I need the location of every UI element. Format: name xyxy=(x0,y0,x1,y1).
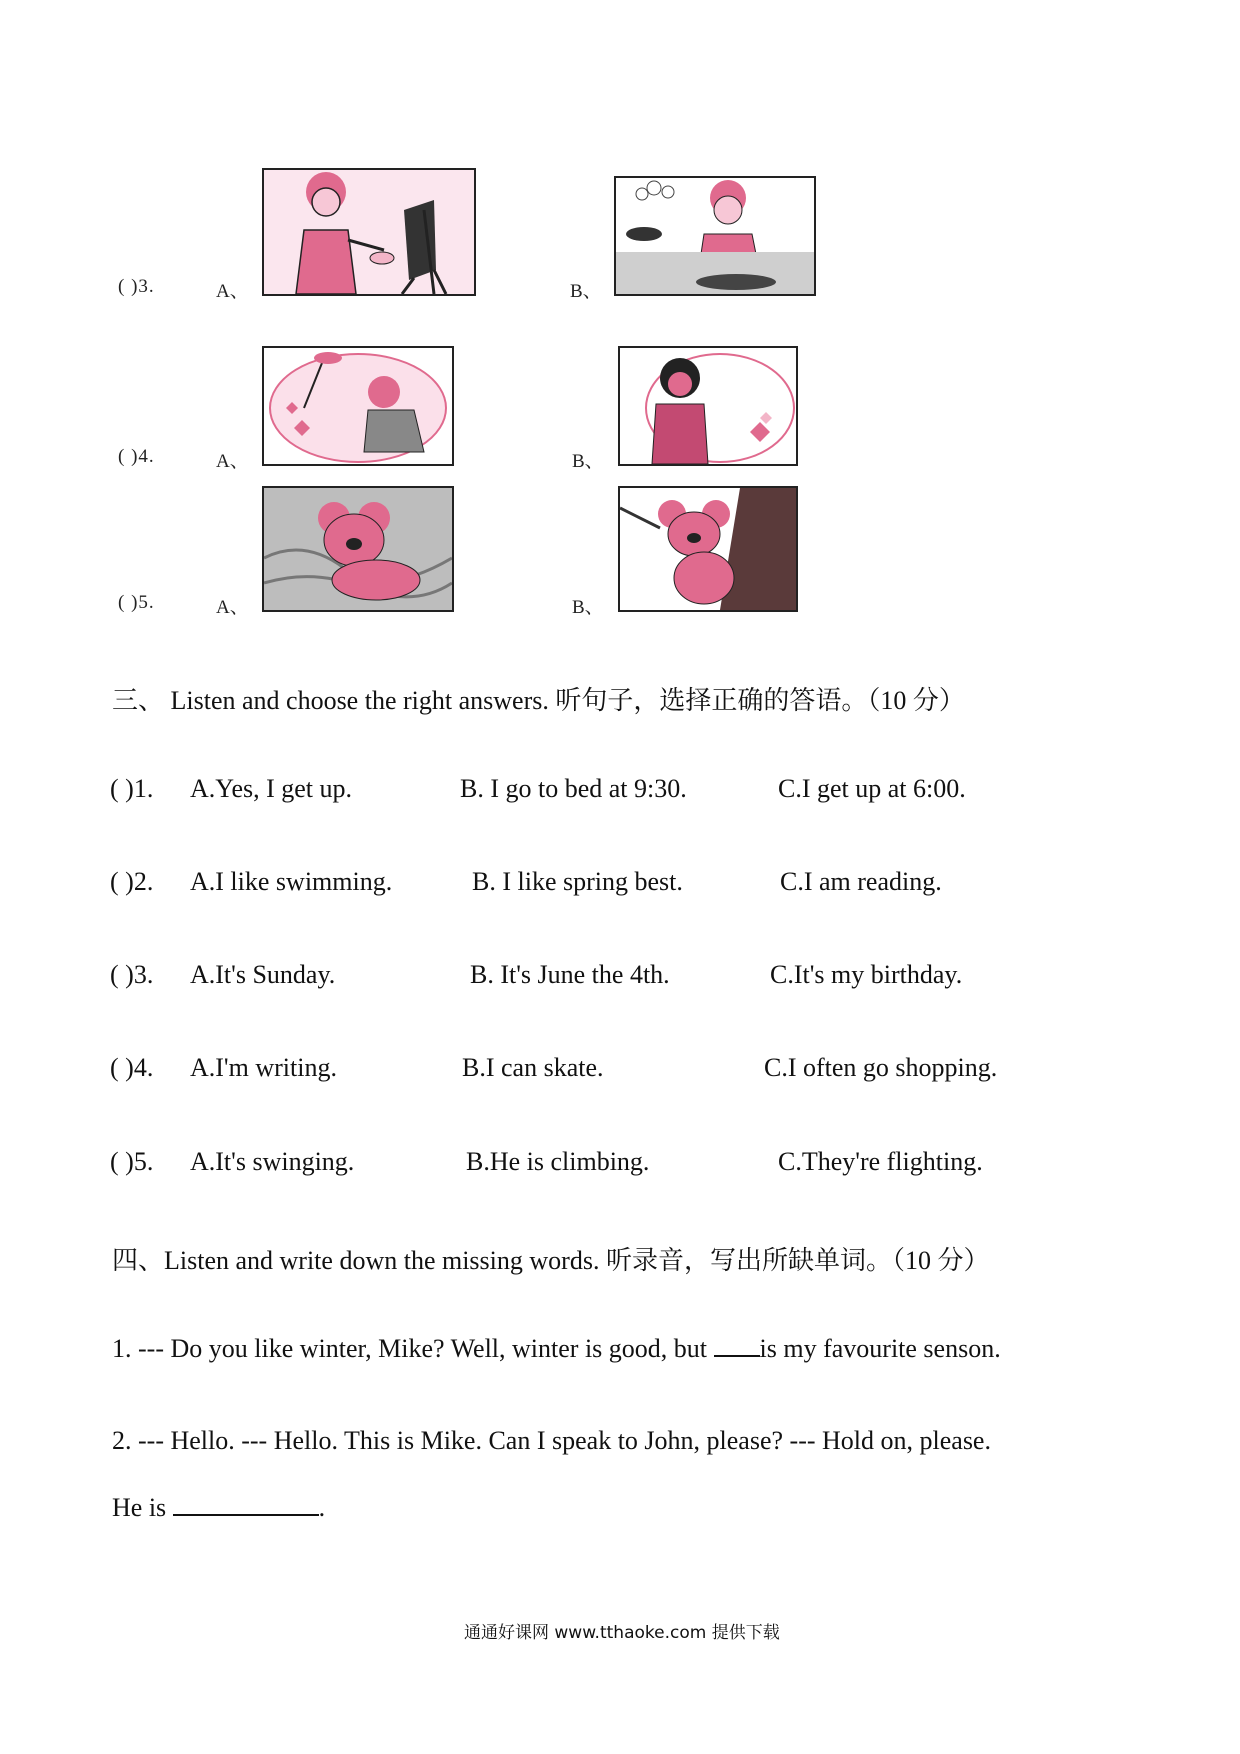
picture-question-3-a-label: A、 xyxy=(216,281,249,302)
girl-with-butterfly-picture xyxy=(618,346,798,466)
s4-question-2: 2. --- Hello. --- Hello. This is Mike. Can I speak to John, please? --- Hold on, please. xyxy=(112,1426,991,1455)
s3-item-2-option-b: B. I like spring best. xyxy=(472,867,683,896)
s3-item-3-num: ( )3. xyxy=(110,960,154,989)
picture-question-4-b-label: B、 xyxy=(572,451,604,472)
s3-item-4-option-c: C.I often go shopping. xyxy=(764,1053,998,1082)
s3-item-3-option-a: A.It's Sunday. xyxy=(190,960,336,989)
s3-item-5-option-a: A.It's swinging. xyxy=(190,1147,355,1176)
picture-question-5-label: ( )5. xyxy=(118,592,155,613)
koala-swimming-picture xyxy=(262,486,454,612)
s4-q2-blank[interactable] xyxy=(173,1492,319,1516)
s4-q1-text-after: is my favourite senson. xyxy=(759,1334,1001,1363)
boy-catching-butterflies-picture xyxy=(262,346,454,466)
s3-item-5-num: ( )5. xyxy=(110,1147,154,1176)
s3-item-2-num: ( )2. xyxy=(110,867,154,896)
picture-question-5-a-label: A、 xyxy=(216,597,249,618)
s4-q1-text-before: 1. --- Do you like winter, Mike? Well, winter is good, but xyxy=(112,1334,714,1363)
picture-question-4-label: ( )4. xyxy=(118,446,155,467)
s3-item-1-option-a: A.Yes, I get up. xyxy=(190,774,353,803)
section-4-title: 四、Listen and write down the missing words. 听录音，写出所缺单词。（10 分） xyxy=(112,1246,990,1275)
girl-cooking-picture xyxy=(614,176,816,296)
s3-item-5-option-c: C.They're flighting. xyxy=(778,1147,983,1176)
s4-q2-text-end: . xyxy=(318,1493,326,1522)
s3-item-4-num: ( )4. xyxy=(110,1053,154,1082)
s3-item-3-option-b: B. It's June the 4th. xyxy=(470,960,670,989)
s3-item-1-num: ( )1. xyxy=(110,774,154,803)
section-3-title: 三、 Listen and choose the right answers. 听句子，选择正确的答语。（10 分） xyxy=(112,686,965,715)
koala-climbing-picture xyxy=(618,486,798,612)
s4-q1-blank[interactable] xyxy=(714,1333,760,1357)
picture-question-5-b-label: B、 xyxy=(572,597,604,618)
picture-question-3-b-label: B、 xyxy=(570,281,602,302)
page-footer: 通通好课网 www.tthaoke.com 提供下载 xyxy=(464,1623,780,1643)
picture-question-4-a-label: A、 xyxy=(216,451,249,472)
s3-item-4-option-a: A.I'm writing. xyxy=(190,1053,337,1082)
s3-item-2-option-a: A.I like swimming. xyxy=(190,867,393,896)
s4-question-2-continued xyxy=(112,1492,325,1523)
picture-question-3-label: ( )3. xyxy=(118,276,155,297)
s4-q2-text-before: He is xyxy=(112,1493,173,1522)
s3-item-2-option-c: C.I am reading. xyxy=(780,867,942,896)
girl-painting-picture xyxy=(262,168,476,296)
s3-item-4-option-b: B.I can skate. xyxy=(462,1053,604,1082)
s3-item-1-option-b: B. I go to bed at 9:30. xyxy=(460,774,687,803)
s3-item-5-option-b: B.He is climbing. xyxy=(466,1147,650,1176)
s3-item-3-option-c: C.It's my birthday. xyxy=(770,960,963,989)
s4-question-1 xyxy=(112,1333,1001,1364)
s3-item-1-option-c: C.I get up at 6:00. xyxy=(778,774,966,803)
